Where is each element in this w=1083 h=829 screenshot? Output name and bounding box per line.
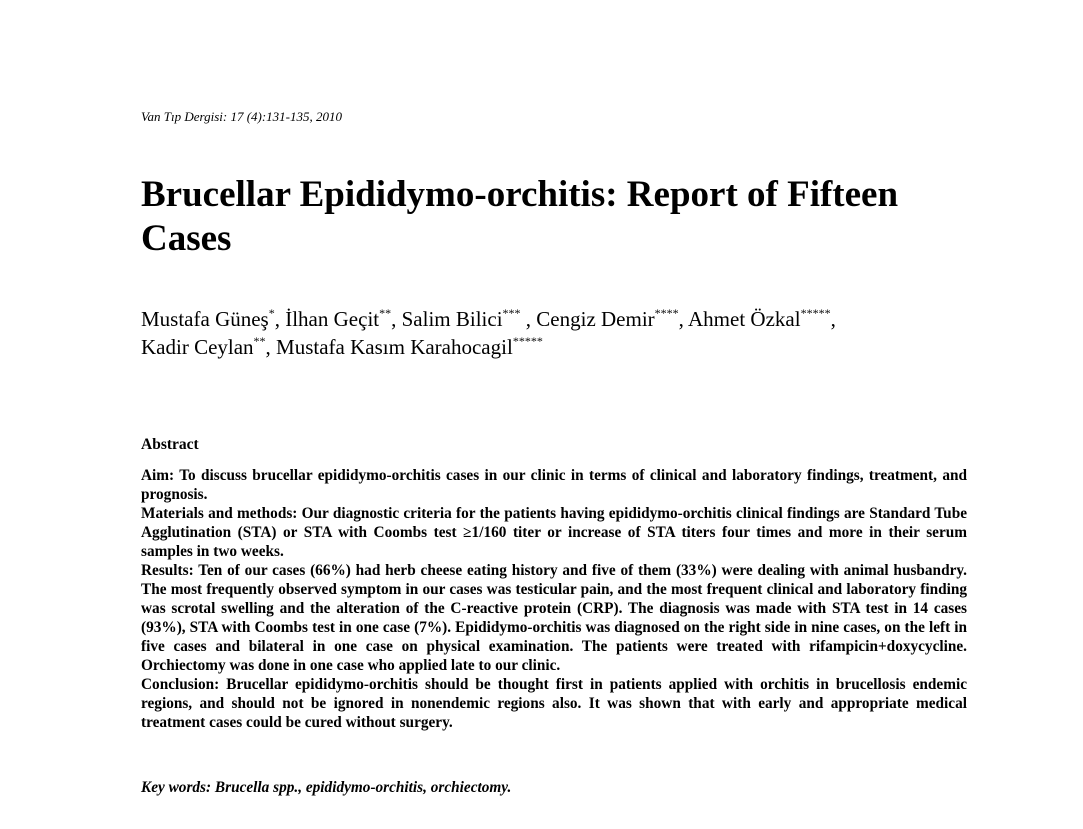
author-5	[688, 307, 836, 331]
author-list	[141, 305, 991, 361]
abstract-conclusion: Conclusion: Brucellar epididymo-orchitis should be thought first in patients applied with orchitis in brucellosis endemic regions, and should not be ignored in nonendemic regions also. It was shown that with early and appropriate medical treatment cases could be cured without surgery.	[141, 676, 967, 731]
author-affiliation-mark: *****	[512, 334, 543, 348]
author-separator: ,	[274, 307, 286, 331]
author-affiliation-mark: *****	[800, 306, 831, 320]
author-affiliation-mark: **	[379, 306, 392, 320]
author-name: Mustafa Kasım Karahocagil	[276, 335, 513, 359]
author-7	[276, 335, 543, 359]
author-affiliation-mark: *	[268, 306, 275, 320]
journal-reference: Van Tıp Dergisi: 17 (4):131-135, 2010	[141, 109, 343, 124]
abstract-heading: Abstract	[141, 436, 199, 453]
author-affiliation-mark: ****	[654, 306, 679, 320]
author-separator: ,	[678, 307, 689, 331]
abstract-aim: Aim: To discuss brucellar epididymo-orchitis cases in our clinic in terms of clinical and laboratory findings, treatment, and prognosis.	[141, 467, 967, 503]
author-separator: ,	[830, 307, 836, 331]
author-4	[536, 307, 688, 331]
author-6	[141, 335, 276, 359]
abstract-body	[141, 466, 967, 732]
author-affiliation-mark: ***	[502, 306, 521, 320]
abstract-results: Results: Ten of our cases (66%) had herb cheese eating history and five of them (33%) were dealing with animal husbandry. The most frequently observed symptom in our cases was testicular pain, and the most frequent clinical and laboratory finding was scrotal swelling and the alteration of the C-reactive protein (CRP). The diagnosis was made with STA test in 14 cases (93%), STA with Coombs test in one case (7%). Epididymo-orchitis was diagnosed on the right side in nine cases, on the left in five cases and bilateral in one case on physical examination. The patients were treated with rifampicin+doxycycline. Orchiectomy was done in one case who applied late to our clinic.	[141, 562, 967, 674]
author-separator: ,	[391, 307, 402, 331]
paper-title: Brucellar Epididymo-orchitis: Report of Fifteen Cases	[141, 174, 899, 259]
author-name: Ahmet Özkal	[688, 307, 801, 331]
author-name: Mustafa Güneş	[141, 307, 269, 331]
author-name: Kadir Ceylan	[141, 335, 254, 359]
author-1	[141, 307, 285, 331]
author-name: Cengiz Demir	[536, 307, 655, 331]
author-separator: ,	[520, 307, 537, 331]
author-separator: ,	[265, 335, 277, 359]
abstract-methods: Materials and methods: Our diagnostic criteria for the patients having epididymo-orchitis clinical findings are Standard Tube Agglutination (STA) or STA with Coombs test ≥1/160 titer or increase of STA titers four times and more in their serum samples in two weeks.	[141, 505, 967, 560]
author-name: Salim Bilici	[401, 307, 503, 331]
author-2	[285, 307, 401, 331]
keywords: Key words: Brucella spp., epididymo-orchitis, orchiectomy.	[141, 779, 512, 796]
author-3	[402, 307, 537, 331]
author-affiliation-mark: **	[253, 334, 266, 348]
author-name: İlhan Geçit	[285, 307, 380, 331]
